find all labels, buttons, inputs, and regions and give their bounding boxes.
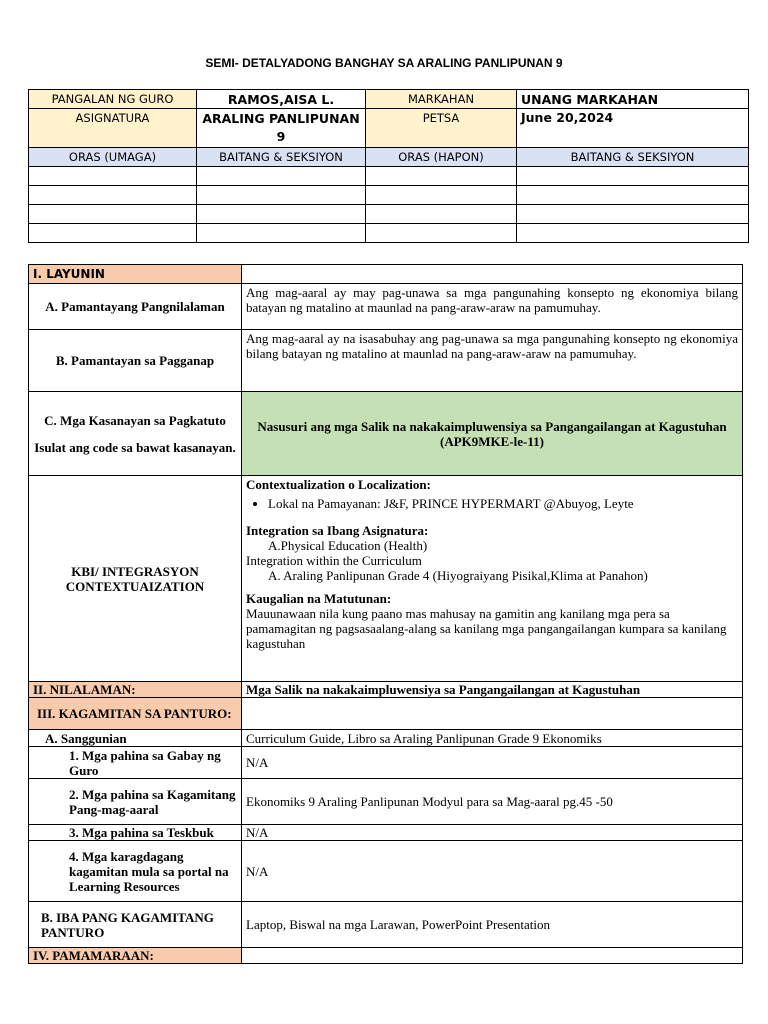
integration-within: Integration within the Curriculum xyxy=(246,553,422,568)
subject-value: ARALING PANLIPUNAN 9 xyxy=(197,109,366,148)
empty-cell[interactable] xyxy=(197,186,366,205)
teacher-guide-label: 1. Mga pahina sa Gabay ng Guro xyxy=(29,747,242,779)
empty-cell[interactable] xyxy=(366,186,517,205)
page-title: SEMI- DETALYADONG BANGHAY SA ARALING PANLIPUNAN 9 xyxy=(205,56,563,70)
empty-cell[interactable] xyxy=(366,205,517,224)
integration-heading: Integration sa Ibang Asignatura: xyxy=(246,523,429,538)
empty-cell[interactable] xyxy=(197,224,366,243)
content-standard-label: A. Pamantayang Pangnilalaman xyxy=(29,284,242,330)
subject-label: ASIGNATURA xyxy=(29,109,197,148)
empty-row xyxy=(29,205,749,224)
am-time-label: ORAS (UMAGA) xyxy=(29,148,197,167)
quarter-label: MARKAHAN xyxy=(366,90,517,109)
learning-resources-text: N/A xyxy=(242,841,743,902)
empty-cell[interactable] xyxy=(29,167,197,186)
teacher-value: RAMOS,AISA L. xyxy=(197,90,366,109)
learning-resources-label: 4. Mga karagdagang kagamitan mula sa portal na Learning Resources xyxy=(29,841,242,902)
empty-cell[interactable] xyxy=(29,224,197,243)
integration-cell xyxy=(242,476,743,682)
empty-cell[interactable] xyxy=(517,167,749,186)
empty-cell xyxy=(242,265,743,284)
values-heading: Kaugalian na Matutunan: xyxy=(246,591,392,606)
content-standard-text: Ang mag-aaral ay may pag-unawa sa mga pangunahing konsepto ng ekonomiya bilang batayan ng matalino at maunlad na pang-araw-araw na pamumuhay. xyxy=(242,284,743,330)
learner-material-label: 2. Mga pahina sa Kagamitang Pang-mag-aaral xyxy=(29,779,242,825)
teacher-label: PANGALAN NG GURO xyxy=(29,90,197,109)
competency-label: C. Mga Kasanayan sa Pagkatuto xyxy=(44,412,226,428)
content-text: Mga Salik na nakakaimpluwensiya sa Pangangailangan at Kagustuhan xyxy=(242,682,743,698)
date-value: June 20,2024 xyxy=(517,109,749,148)
materials-heading: III. KAGAMITAN SA PANTURO: xyxy=(29,698,242,730)
grade-section-label: BAITANG & SEKSIYON xyxy=(197,148,366,167)
other-materials-label: B. IBA PANG KAGAMITANG PANTURO xyxy=(29,902,242,948)
values-text: Mauunawaan nila kung paano mas mahusay na gamitin ang kanilang mga pera sa pamamagitan ng pagsasaalang-alang sa kanilang mga pangangailangan kumpara sa kanilang kagustuhan xyxy=(246,606,727,651)
grade-section-label: BAITANG & SEKSIYON xyxy=(517,148,749,167)
performance-standard-text: Ang mag-aaral ay na isasabuhay ang pag-unawa sa mga pangunahing konsepto ng ekonomiya bilang batayan ng matalino at maunlad na pang-araw-araw na pamumuhay. xyxy=(242,330,743,392)
performance-standard-label: B. Pamantayan sa Pagganap xyxy=(29,330,242,392)
empty-row xyxy=(29,167,749,186)
empty-cell xyxy=(242,948,743,964)
empty-cell[interactable] xyxy=(29,205,197,224)
date-label: PETSA xyxy=(366,109,517,148)
competency-cell xyxy=(29,392,242,476)
competency-text: Nasusuri ang mga Salik na nakakaimpluwensiya sa Pangangailangan at Kagustuhan (APK9MKE-le-11) xyxy=(242,392,743,476)
lesson-plan-table xyxy=(28,264,743,964)
empty-cell[interactable] xyxy=(517,224,749,243)
context-list xyxy=(246,496,738,511)
empty-cell[interactable] xyxy=(197,167,366,186)
competency-note: Isulat ang code sa bawat kasanayan. xyxy=(34,439,236,455)
header-table xyxy=(28,89,749,243)
empty-row xyxy=(29,224,749,243)
textbook-label: 3. Mga pahina sa Teskbuk xyxy=(29,825,242,841)
empty-row xyxy=(29,186,749,205)
references-text: Curriculum Guide, Libro sa Araling Panlipunan Grade 9 Ekonomiks xyxy=(242,730,743,747)
context-heading: Contextualization o Localization: xyxy=(246,477,431,492)
empty-cell[interactable] xyxy=(197,205,366,224)
textbook-text: N/A xyxy=(242,825,743,841)
empty-cell[interactable] xyxy=(517,205,749,224)
kbi-label: KBI/ INTEGRASYON CONTEXTUAIZATION xyxy=(29,476,242,682)
context-item: • Lokal na Pamayanan: J&F, PRINCE HYPERMART @Abuyog, Leyte xyxy=(268,496,738,511)
learner-material-text: Ekonomiks 9 Araling Panlipunan Modyul para sa Mag-aaral pg.45 -50 xyxy=(242,779,743,825)
integration-other: A.Physical Education (Health) xyxy=(268,538,428,553)
references-label: A. Sanggunian xyxy=(29,730,242,747)
procedure-heading: IV. PAMAMARAAN: xyxy=(29,948,242,964)
empty-cell[interactable] xyxy=(29,186,197,205)
pm-time-label: ORAS (HAPON) xyxy=(366,148,517,167)
empty-cell[interactable] xyxy=(517,186,749,205)
empty-cell[interactable] xyxy=(366,224,517,243)
empty-cell xyxy=(242,698,743,730)
empty-cell[interactable] xyxy=(366,167,517,186)
integration-within-item: A. Araling Panlipunan Grade 4 (Hiyograiyang Pisikal,Klima at Panahon) xyxy=(268,568,648,583)
objectives-heading: I. LAYUNIN xyxy=(29,265,242,284)
teacher-guide-text: N/A xyxy=(242,747,743,779)
content-heading: II. NILALAMAN: xyxy=(29,682,242,698)
quarter-value: UNANG MARKAHAN xyxy=(517,90,749,109)
other-materials-text: Laptop, Biswal na mga Larawan, PowerPoint Presentation xyxy=(242,902,743,948)
